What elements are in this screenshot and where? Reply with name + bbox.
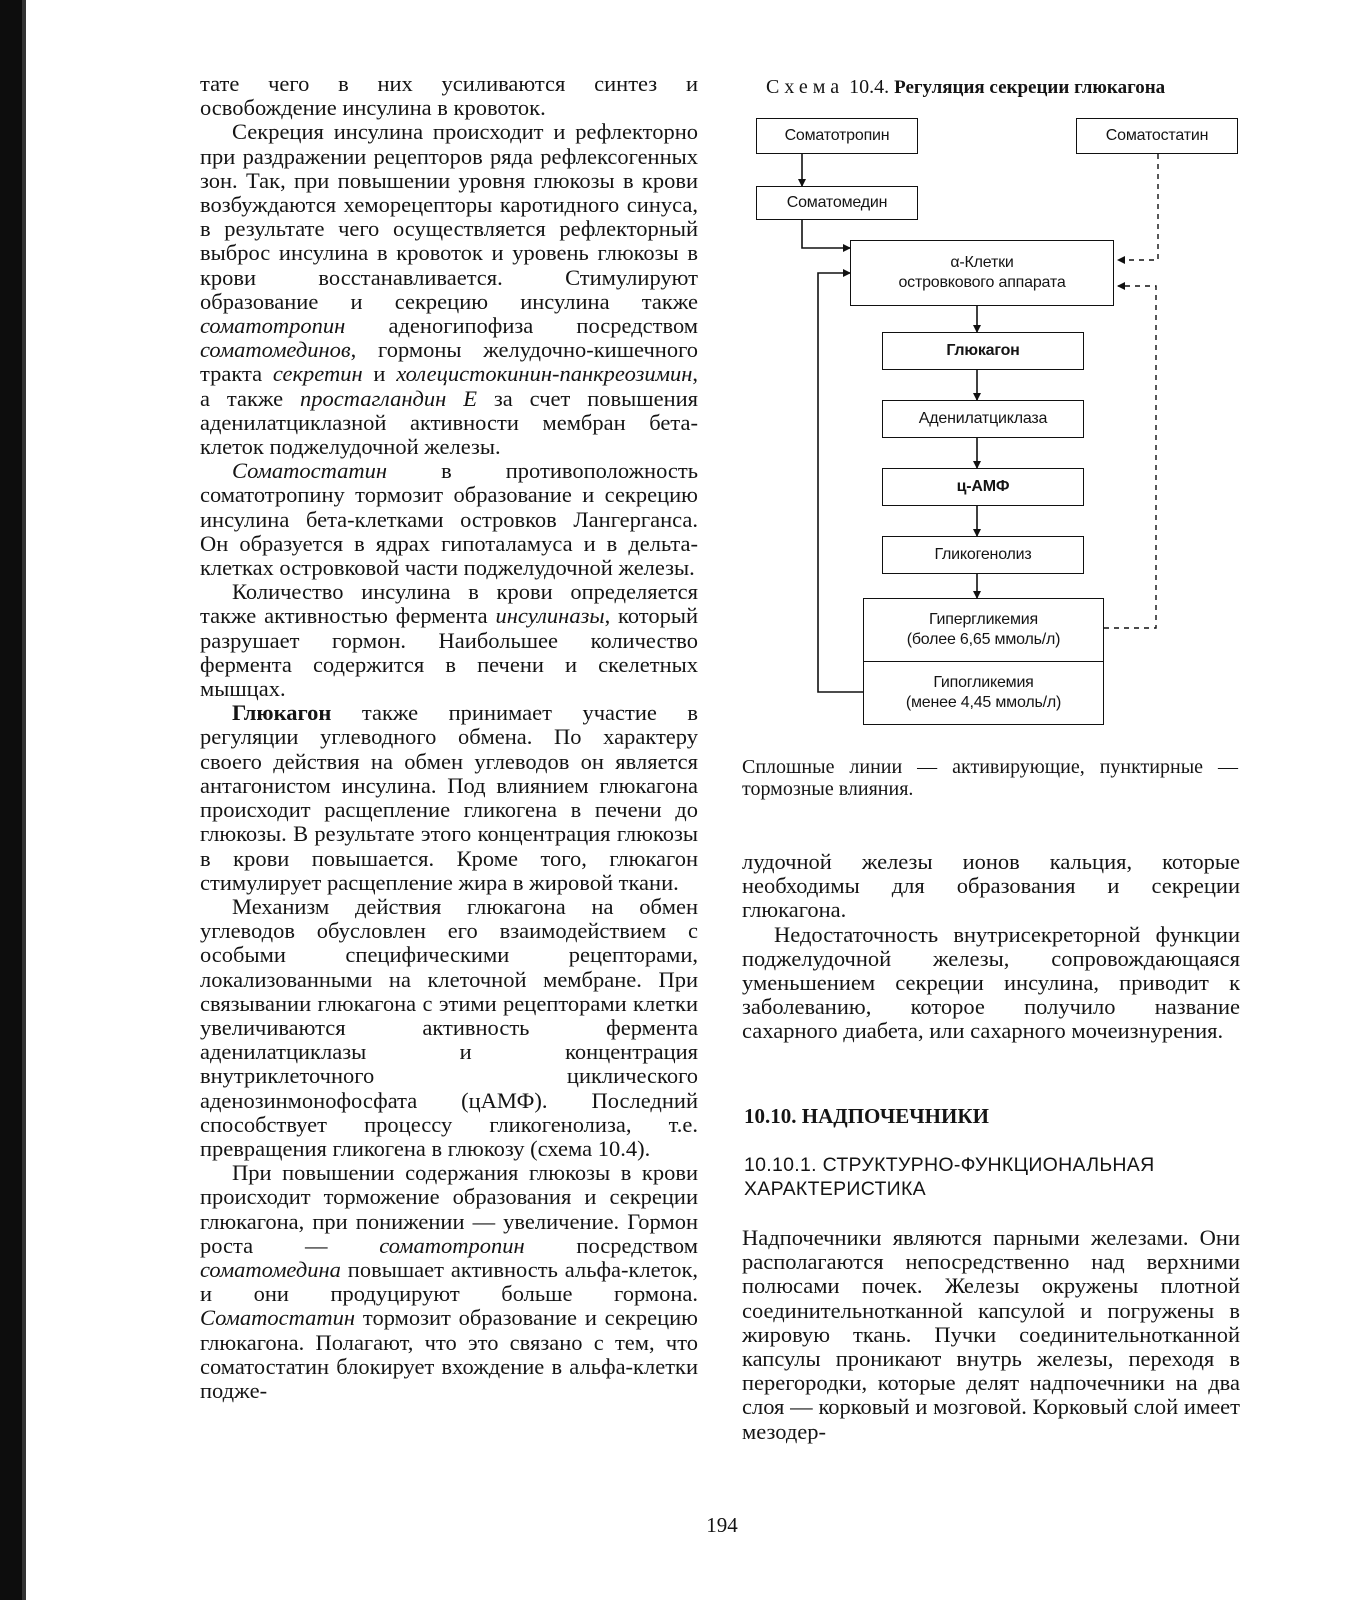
- page-number: 194: [706, 1513, 738, 1537]
- paragraph: Количество инсулина в крови определяется также активностью фермента инсулиназы, который разрушает гормон. Наибольшее количество фермента содержится в печени и скелетных мышцах.: [200, 579, 698, 702]
- paragraph: лудочной железы ионов кальция, которые необходимы для образования и секреции глюкагона.: [742, 849, 1240, 923]
- hyper-line-2: (более 6,65 ммоль/л): [906, 631, 1061, 648]
- dashed-somatostatin-alpha: [1118, 154, 1158, 260]
- hyper-line-1: Гипергликемия: [928, 611, 1038, 628]
- scheme-title: [766, 76, 1236, 99]
- paragraph: Недостаточность внутрисекреторной функции поджелудочной железы, сопровождающаяся уменьшением секреции инсулина, приводит к заболеванию, которое получило название сахарного диабета, или сахарного мочеизнурения.: [742, 921, 1240, 1044]
- scheme-name: Регуляция секреции глюкагона: [894, 77, 1166, 98]
- arrow-somatomedin-alpha: [802, 220, 850, 248]
- arrow-hypo-alpha: [818, 273, 863, 692]
- paragraph: Глюкагон также принимает участие в регуляции углеводного обмена. По характеру своего действия на обмен углеводов он является антагонистом инсулина. Под влиянием глюкагона происходит расщепление гликогена в печени до глюкозы. В результате этого концентрация глюкозы в крови повышается. Кроме того, глюкагон стимулирует расщепление жира в жировой ткани.: [200, 700, 698, 895]
- box-somatostatin: Соматостатин: [1076, 118, 1238, 154]
- scheme-label: Схема: [766, 76, 845, 98]
- left-column: [200, 72, 698, 1403]
- alpha-line-1: α-Клетки: [950, 254, 1014, 271]
- box-glycogenolysis: Гликогенолиз: [882, 536, 1084, 574]
- section-heading: 10.10. НАДПОЧЕЧНИКИ: [744, 1104, 989, 1128]
- box-alpha-cells: [850, 240, 1114, 306]
- box-adenylate-cyclase: Аденилатциклаза: [882, 400, 1084, 438]
- alpha-line-2: островкового аппарата: [898, 274, 1066, 291]
- paragraph: тате чего в них усиливаются синтез и освобождение инсулина в кровоток.: [200, 71, 698, 121]
- dashed-hyper-alpha: [1104, 286, 1156, 628]
- paragraph: Надпочечники являются парными железами. Они располагаются непосредственно над верхними полюсами почек. Железы окружены плотной соединительнотканной капсулой и погружены в жировую ткань. Пучки соединительнотканной капсулы проникают внутрь железы, переходя в перегородки, которые делят надпочечники на два слоя — корковый и мозговой. Корковый слой имеет мезодер-: [742, 1225, 1240, 1444]
- scheme-number: 10.4.: [849, 76, 890, 98]
- right-column-bottom: [742, 1226, 1240, 1444]
- scan-edge: [0, 0, 22, 1600]
- box-somatotropin: Соматотропин: [756, 118, 918, 154]
- right-column-top: [742, 850, 1240, 1044]
- paragraph: Соматостатин в противоположность соматотропину тормозит образование и секрецию инсулина бета-клетками островков Лангерганса. Он образуется в ядрах гипоталамуса и в дельта-клетках островковой части поджелудочной железы.: [200, 458, 698, 581]
- hypo-line-2: (менее 4,45 ммоль/л): [905, 694, 1062, 711]
- scan-edge-shadow: [22, 0, 26, 1600]
- box-glucagon: Глюкагон: [882, 332, 1084, 370]
- hypo-line-1: Гипогликемия: [933, 674, 1034, 691]
- box-somatomedin: Соматомедин: [756, 186, 918, 220]
- paragraph: Механизм действия глюкагона на обмен углеводов обусловлен его взаимодействием с особыми специфическими рецепторами, локализованными на клеточной мембране. При связывании глюкагона с этими рецепторами клетки увеличиваются активность фермента аденилатциклазы и концентрация внутриклеточного циклического аденозинмонофосфата (цАМФ). Последний способствует процессу гликогенолиза, т.е. превращения гликогена в глюкозу (схема 10.4).: [200, 893, 698, 1161]
- paragraph: Секреция инсулина происходит и рефлекторно при раздражении рецепторов ряда рефлексогенных зон. Так, при повышении уровня глюкозы в крови возбуждаются хеморецепторы каротидного синуса, в результате чего осуществляется рефлекторный выброс инсулина в кровоток и уровень глюкозы в крови восстанавливается. Стимулируют образование и секрецию инсулина также соматотропин аденогипофиза посредством соматомединов, гормоны желудочно-кишечного тракта секретин и холецистокинин-панкреозимин, а также простагландин Е за счет повышения аденилатциклазной активности мембран бета-клеток поджелудочной железы.: [200, 119, 699, 460]
- box-hypoglycemia: [863, 661, 1104, 725]
- diagram-caption: Сплошные линии — активирующие, пунктирные — тормозные влияния.: [742, 756, 1238, 800]
- box-hyperglycemia: [863, 598, 1104, 662]
- glucagon-regulation-diagram: [740, 108, 1250, 748]
- paragraph: При повышении содержания глюкозы в крови происходит торможение образования и секреции глюкагона, при понижении — увеличение. Гормон роста — соматотропин посредством соматомедина повышает активность альфа-клеток, и они продуцируют больше гормона. Соматостатин тормозит образование и секрецию глюкагона. Полагают, что это связано с тем, что соматостатин блокирует вхождение в альфа-клетки поджe-: [200, 1160, 698, 1403]
- subsection-heading: 10.10.1. СТРУКТУРНО-ФУНКЦИОНАЛЬНАЯ ХАРАКТЕРИСТИКА: [744, 1154, 1155, 1200]
- box-camp: ц-АМФ: [882, 468, 1084, 506]
